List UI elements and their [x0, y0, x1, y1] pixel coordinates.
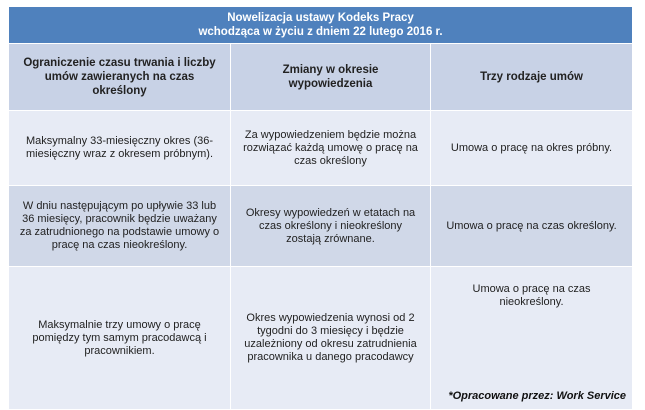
source-credit: *Opracowane przez: Work Service	[448, 390, 627, 402]
reform-table-container	[8, 6, 632, 410]
table-title	[9, 7, 633, 44]
table-title-line-2: wchodząca w życiu z dniem 22 lutego 2016 r.	[198, 26, 443, 38]
column-header-contract-types: Trzy rodzaje umów	[431, 44, 633, 111]
table-cell-text: Umowa o pracę na czas nieokreślony.	[472, 283, 591, 308]
column-header-notice-period: Zmiany w okresie wypowiedzenia	[231, 44, 431, 111]
title-row	[9, 7, 633, 44]
table-cell: Okresy wypowiedzeń w etatach na czas określony i nieokreślony zostają zrównane.	[231, 186, 431, 267]
table-row	[9, 267, 633, 410]
column-header-contract-limits: Ograniczenie czasu trwania i liczby umów zawieranych na czas określony	[9, 44, 231, 111]
labor-code-reform-table	[8, 6, 633, 410]
table-row	[9, 186, 633, 267]
header-row	[9, 44, 633, 111]
table-cell: W dniu następującym po upływie 33 lub 36 miesięcy, pracownik będzie uważany za zatrudnionego na podstawie umowy o pracę na czas nieokreślony.	[9, 186, 231, 267]
table-cell: Umowa o pracę na okres próbny.	[431, 111, 633, 186]
table-title-line-1: Nowelizacja ustawy Kodeks Pracy	[227, 12, 414, 24]
table-cell: Umowa o pracę na czas określony.	[431, 186, 633, 267]
table-cell-with-credit	[431, 267, 633, 410]
table-cell: Maksymalnie trzy umowy o pracę pomiędzy tym samym pracodawcą i pracownikiem.	[9, 267, 231, 410]
table-row	[9, 111, 633, 186]
table-cell: Za wypowiedzeniem będzie można rozwiązać każdą umowę o pracę na czas określony	[231, 111, 431, 186]
table-cell: Maksymalny 33-miesięczny okres (36-miesięczny wraz z okresem próbnym).	[9, 111, 231, 186]
table-cell: Okres wypowiedzenia wynosi od 2 tygodni do 3 miesięcy i będzie uzależniony od okresu zatrudnienia pracownika u danego pracodawcy	[231, 267, 431, 410]
